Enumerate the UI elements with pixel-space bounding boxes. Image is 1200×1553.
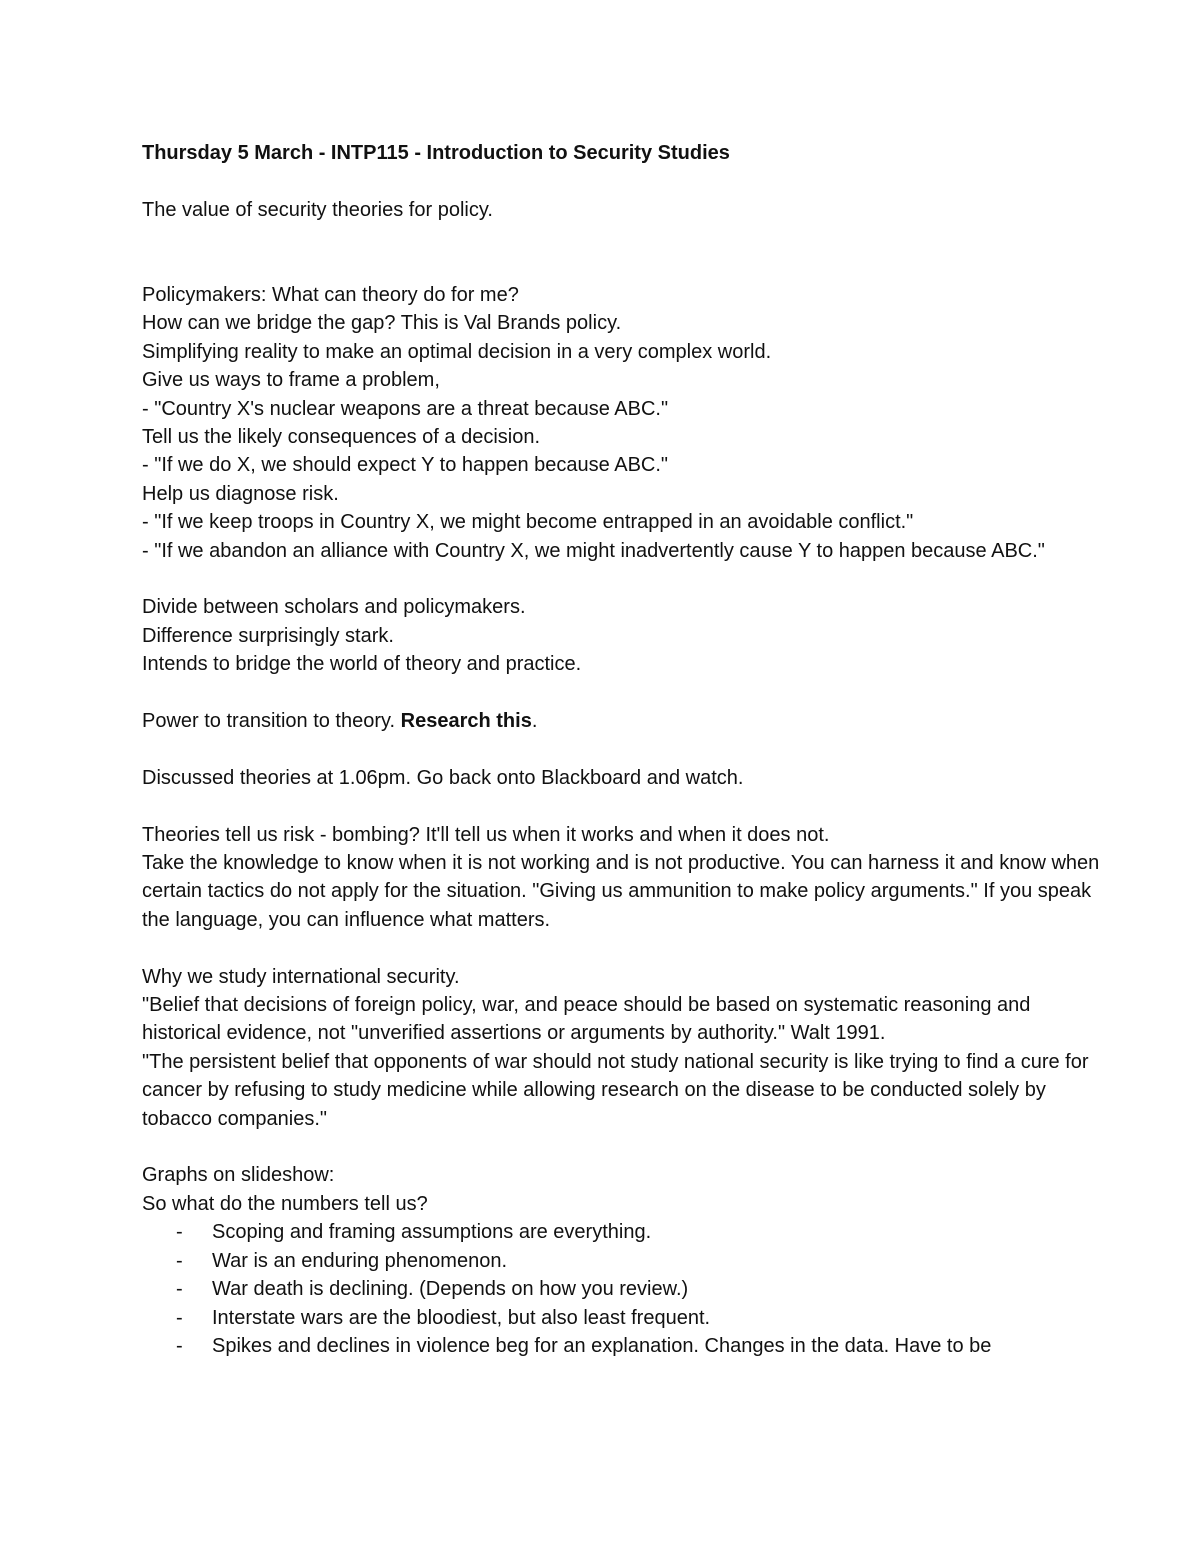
list-item [142,1332,1102,1360]
document-page [142,139,1102,1360]
text-line: - "If we do X, we should expect Y to happen because ABC." [142,454,669,477]
numbers-list [142,1218,1102,1360]
text-line: Policymakers: What can theory do for me? [142,283,519,306]
document-title: Thursday 5 March - INTP115 - Introduction to Security Studies [142,142,730,164]
list-item-text: War is an enduring phenomenon. [212,1249,507,1272]
quote-paragraph: "Belief that decisions of foreign policy, war, and peace should be based on systematic reasoning and historical evidence, not "unverified assertions or arguments by authority." Walt 1991. [142,994,1031,1045]
list-item [142,1275,1102,1303]
spacer [142,934,1102,962]
dash-marker: - [176,1306,183,1329]
list-item [142,1218,1102,1246]
text-line: - "If we keep troops in Country X, we might become entrapped in an avoidable conflict." [142,511,914,534]
document-subtitle: The value of security theories for policy. [142,198,493,221]
graphs-section [142,1161,1102,1360]
spacer [142,679,1102,707]
policymakers-section [142,281,1102,565]
theories-section [142,821,1102,935]
text-line: Difference surprisingly stark. [142,624,394,647]
power-text: Power to transition to theory. [142,710,401,733]
text-line: How can we bridge the gap? This is Val Brands policy. [142,312,622,335]
text-line: Give us ways to frame a problem, [142,369,440,392]
spacer [142,565,1102,593]
text-line: Why we study international security. [142,965,460,988]
dash-marker: - [176,1334,183,1357]
text-line: Tell us the likely consequences of a decision. [142,426,541,448]
research-emphasis: Research this [400,710,532,733]
text-line: Simplifying reality to make an optimal decision in a very complex world. [142,340,772,363]
spacer [142,1133,1102,1161]
dash-marker: - [176,1278,183,1301]
spacer [142,735,1102,763]
list-item [142,1304,1102,1332]
text-line: Theories tell us risk - bombing? It'll tell us when it works and when it does not. [142,823,830,846]
text-line: Divide between scholars and policymakers. [142,596,526,619]
text-paragraph: - "If we abandon an alliance with Country X, we might inadvertently cause Y to happen because ABC." [142,539,1045,562]
spacer [142,253,1102,281]
power-line [142,707,1102,735]
dash-marker: - [176,1249,183,1272]
quote-paragraph: "The persistent belief that opponents of war should not study national security is like trying to find a cure for cancer by refusing to study medicine while allowing research on the disease to be conducted solely by tobacco companies." [142,1050,1089,1130]
text-line: Intends to bridge the world of theory and practice. [142,653,582,676]
text-line: - "Country X's nuclear weapons are a threat because ABC." [142,397,669,420]
text-line: Graphs on slideshow: [142,1164,335,1187]
text-line: So what do the numbers tell us? [142,1192,428,1215]
list-item [142,1247,1102,1275]
list-item-text: War death is declining. (Depends on how you review.) [212,1278,689,1301]
spacer [142,167,1102,195]
why-study-section [142,963,1102,1133]
text-paragraph: Take the knowledge to know when it is not working and is not productive. You can harness it and know when certain tactics do not apply for the situation. "Giving us ammunition to make policy arguments." If you speak the language, you can influence what matters. [142,852,1100,931]
power-suffix: . [531,710,538,733]
list-item-text: Scoping and framing assumptions are everything. [212,1221,652,1244]
dash-marker: - [176,1221,183,1244]
list-item-text: Interstate wars are the bloodiest, but also least frequent. [212,1306,711,1329]
spacer [142,224,1102,252]
list-item-text: Spikes and declines in violence beg for an explanation. Changes in the data. Have to be [212,1334,992,1357]
text-line: Help us diagnose risk. [142,482,339,505]
discussed-line: Discussed theories at 1.06pm. Go back onto Blackboard and watch. [142,766,744,789]
divide-section [142,593,1102,678]
spacer [142,792,1102,820]
